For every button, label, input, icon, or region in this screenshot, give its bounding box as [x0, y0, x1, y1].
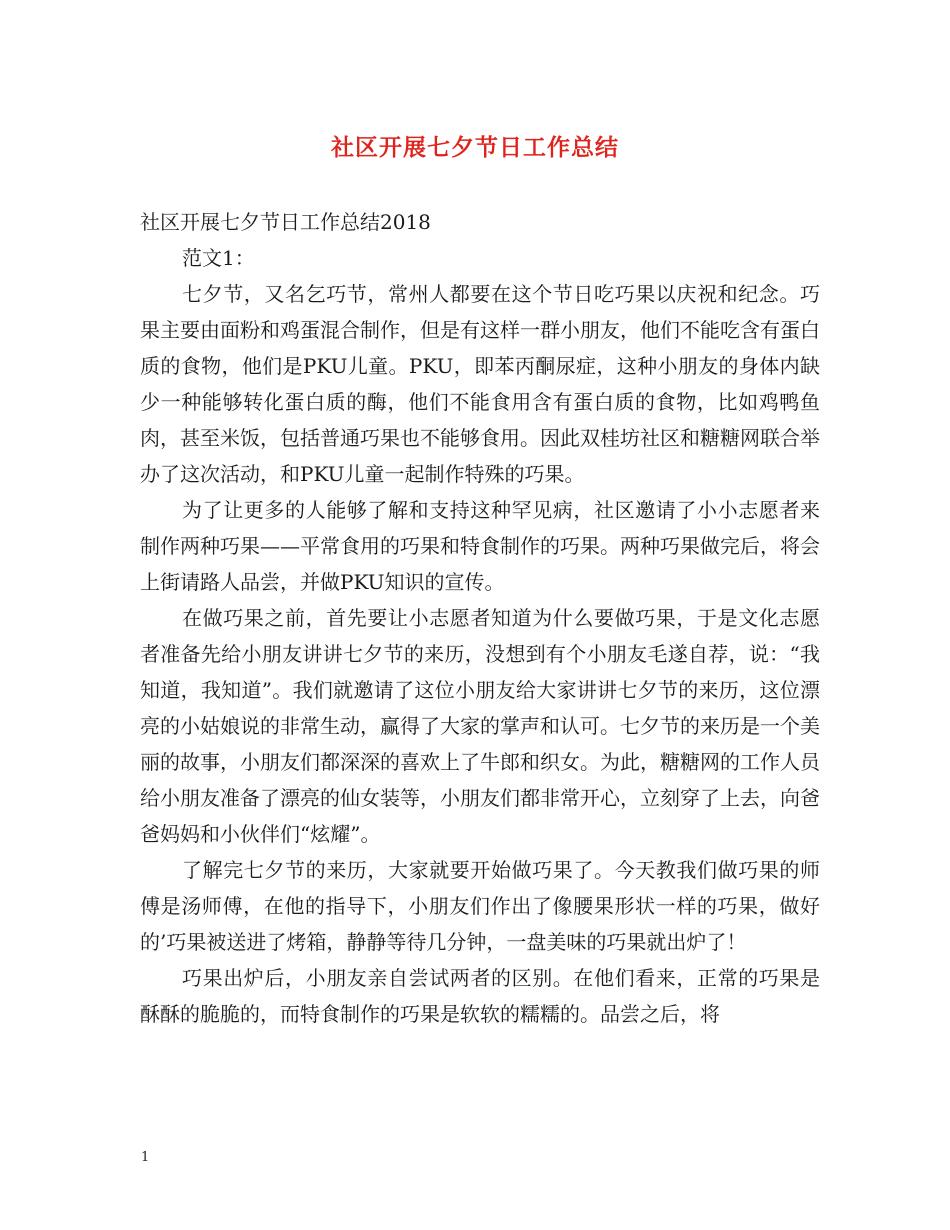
document-body — [140, 204, 820, 1032]
document-title: 社区开展七夕节日工作总结 — [331, 134, 619, 161]
paragraph: 七夕节，又名乞巧节，常州人都要在这个节日吃巧果以庆祝和纪念。巧果主要由面粉和鸡蛋混合制作，但是有这样一群小朋友，他们不能吃含有蛋白质的食物，他们是PKU儿童。PKU，即苯丙酮尿症，这种小朋友的身体内缺少一种能够转化蛋白质的酶，他们不能食用含有蛋白质的食物，比如鸡鸭鱼肉，甚至米饭，包括普通巧果也不能够食用。因此双桂坊社区和糖糖网联合举办了这次活动，和PKU儿童一起制作特殊的巧果。 — [140, 282, 820, 486]
document-subtitle: 社区开展七夕节日工作总结2018 — [140, 210, 431, 234]
paragraph: 了解完七夕节的来历，大家就要开始做巧果了。今天教我们做巧果的师傅是汤师傅，在他的指导下，小朋友们作出了像腰果形状一样的巧果，做好的’巧果被送进了烤箱，静静等待几分钟，一盘美味的巧果就出炉了！ — [140, 858, 820, 954]
section-label: 范文1： — [182, 246, 255, 270]
paragraph: 巧果出炉后，小朋友亲自尝试两者的区别。在他们看来，正常的巧果是酥酥的脆脆的，而特食制作的巧果是软软的糯糯的。品尝之后，将 — [140, 966, 820, 1026]
page-number: 1 — [141, 1150, 150, 1165]
paragraph: 在做巧果之前，首先要让小志愿者知道为什么要做巧果，于是文化志愿者准备先给小朋友讲讲七夕节的来历，没想到有个小朋友毛遂自荐，说：“我知道，我知道”。我们就邀请了这位小朋友给大家讲讲七夕节的来历，这位漂亮的小姑娘说的非常生动，赢得了大家的掌声和认可。七夕节的来历是一个美丽的故事，小朋友们都深深的喜欢上了牛郎和织女。为此，糖糖网的工作人员给小朋友准备了漂亮的仙女装等，小朋友们都非常开心，立刻穿了上去，向爸爸妈妈和小伙伴们“炫耀”。 — [140, 606, 820, 846]
paragraph: 为了让更多的人能够了解和支持这种罕见病，社区邀请了小小志愿者来制作两种巧果——平常食用的巧果和特食制作的巧果。两种巧果做完后，将会上街请路人品尝，并做PKU知识的宣传。 — [140, 498, 820, 594]
